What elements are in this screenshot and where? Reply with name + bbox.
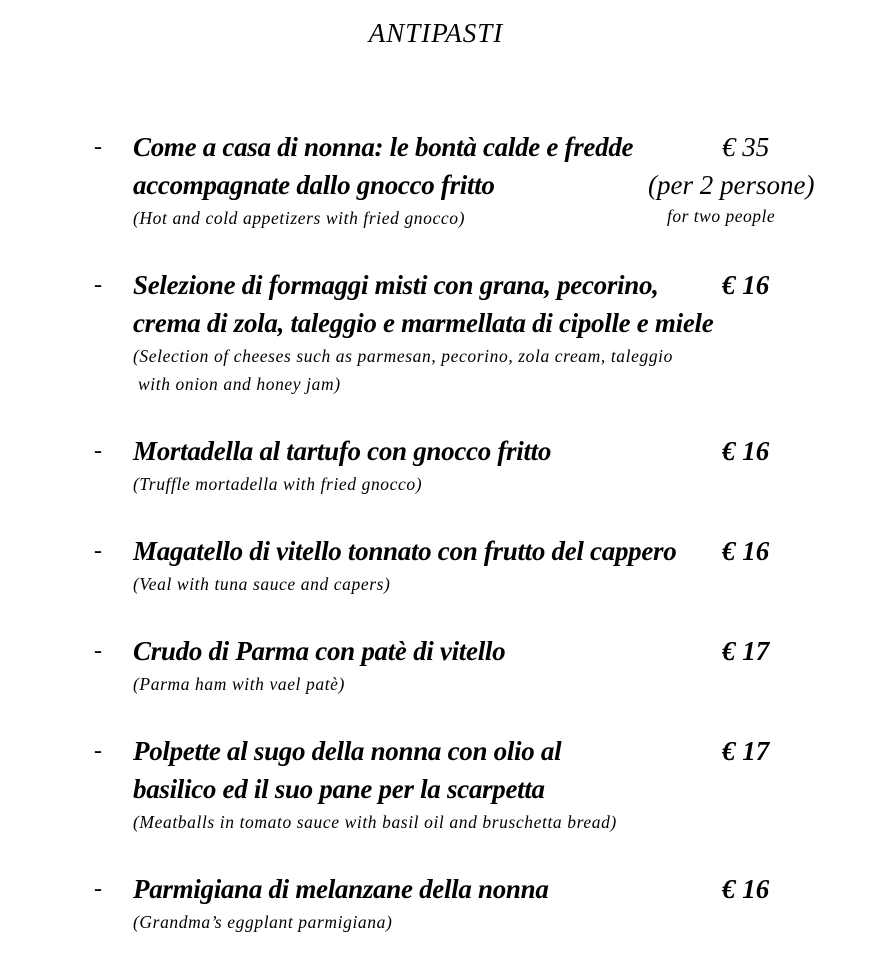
item-bullet: - <box>94 638 102 664</box>
item-price: € 16 <box>722 270 770 300</box>
item-description-line: (Grandma’s eggplant parmigiana) <box>133 912 393 932</box>
item-name-line: basilico ed il suo pane per la scarpetta <box>133 774 545 804</box>
item-description <box>133 570 390 598</box>
item-description-line: (Meatballs in tomato sauce with basil oil and bruschetta bread) <box>133 812 617 832</box>
item-description-line: (Truffle mortadella with fried gnocco) <box>133 474 423 494</box>
item-price-note: (per 2 persone) <box>648 170 815 200</box>
item-name-line: crema di zola, taleggio e marmellata di cipolle e miele <box>133 308 714 338</box>
item-description-line: with onion and honey jam) <box>138 374 341 394</box>
item-name-line: Magatello di vitello tonnato con frutto del cappero <box>133 536 677 566</box>
item-description <box>133 342 673 398</box>
item-description-line: (Hot and cold appetizers with fried gnocco) <box>133 208 466 228</box>
item-name <box>133 532 676 570</box>
item-bullet: - <box>94 738 102 764</box>
item-description <box>133 470 422 498</box>
item-price: € 16 <box>722 874 770 904</box>
item-name <box>133 128 633 204</box>
item-price: € 35 <box>722 132 770 162</box>
item-bullet: - <box>94 876 102 902</box>
item-price: € 16 <box>722 436 770 466</box>
item-name-line: Parmigiana di melanzane della nonna <box>133 874 549 904</box>
item-name <box>133 266 713 342</box>
item-price-subnote: for two people <box>667 206 776 226</box>
item-price: € 16 <box>722 536 770 566</box>
item-description <box>133 670 345 698</box>
item-bullet: - <box>94 438 102 464</box>
item-name <box>133 870 549 908</box>
item-bullet: - <box>94 272 102 298</box>
item-name-line: Polpette al sugo della nonna con olio al <box>133 736 562 766</box>
item-price: € 17 <box>722 636 770 666</box>
item-bullet: - <box>94 134 102 160</box>
item-name <box>133 632 505 670</box>
item-name-line: accompagnate dallo gnocco fritto <box>133 170 495 200</box>
item-description <box>133 908 392 936</box>
item-name <box>133 432 551 470</box>
item-name <box>133 732 561 808</box>
item-name-line: Crudo di Parma con patè di vitello <box>133 636 506 666</box>
item-description <box>133 204 465 232</box>
item-name-line: Mortadella al tartufo con gnocco fritto <box>133 436 552 466</box>
item-description-line: (Veal with tuna sauce and capers) <box>133 574 391 594</box>
item-name-line: Come a casa di nonna: le bontà calde e fredde <box>133 132 634 162</box>
item-bullet: - <box>94 538 102 564</box>
section-title: ANTIPASTI <box>368 18 504 48</box>
item-description-line: (Parma ham with vael patè) <box>133 674 345 694</box>
item-name-line: Selezione di formaggi misti con grana, pecorino, <box>133 270 659 300</box>
item-description <box>133 808 617 836</box>
item-description-line: (Selection of cheeses such as parmesan, pecorino, zola cream, taleggio <box>133 346 673 366</box>
item-price: € 17 <box>722 736 770 766</box>
